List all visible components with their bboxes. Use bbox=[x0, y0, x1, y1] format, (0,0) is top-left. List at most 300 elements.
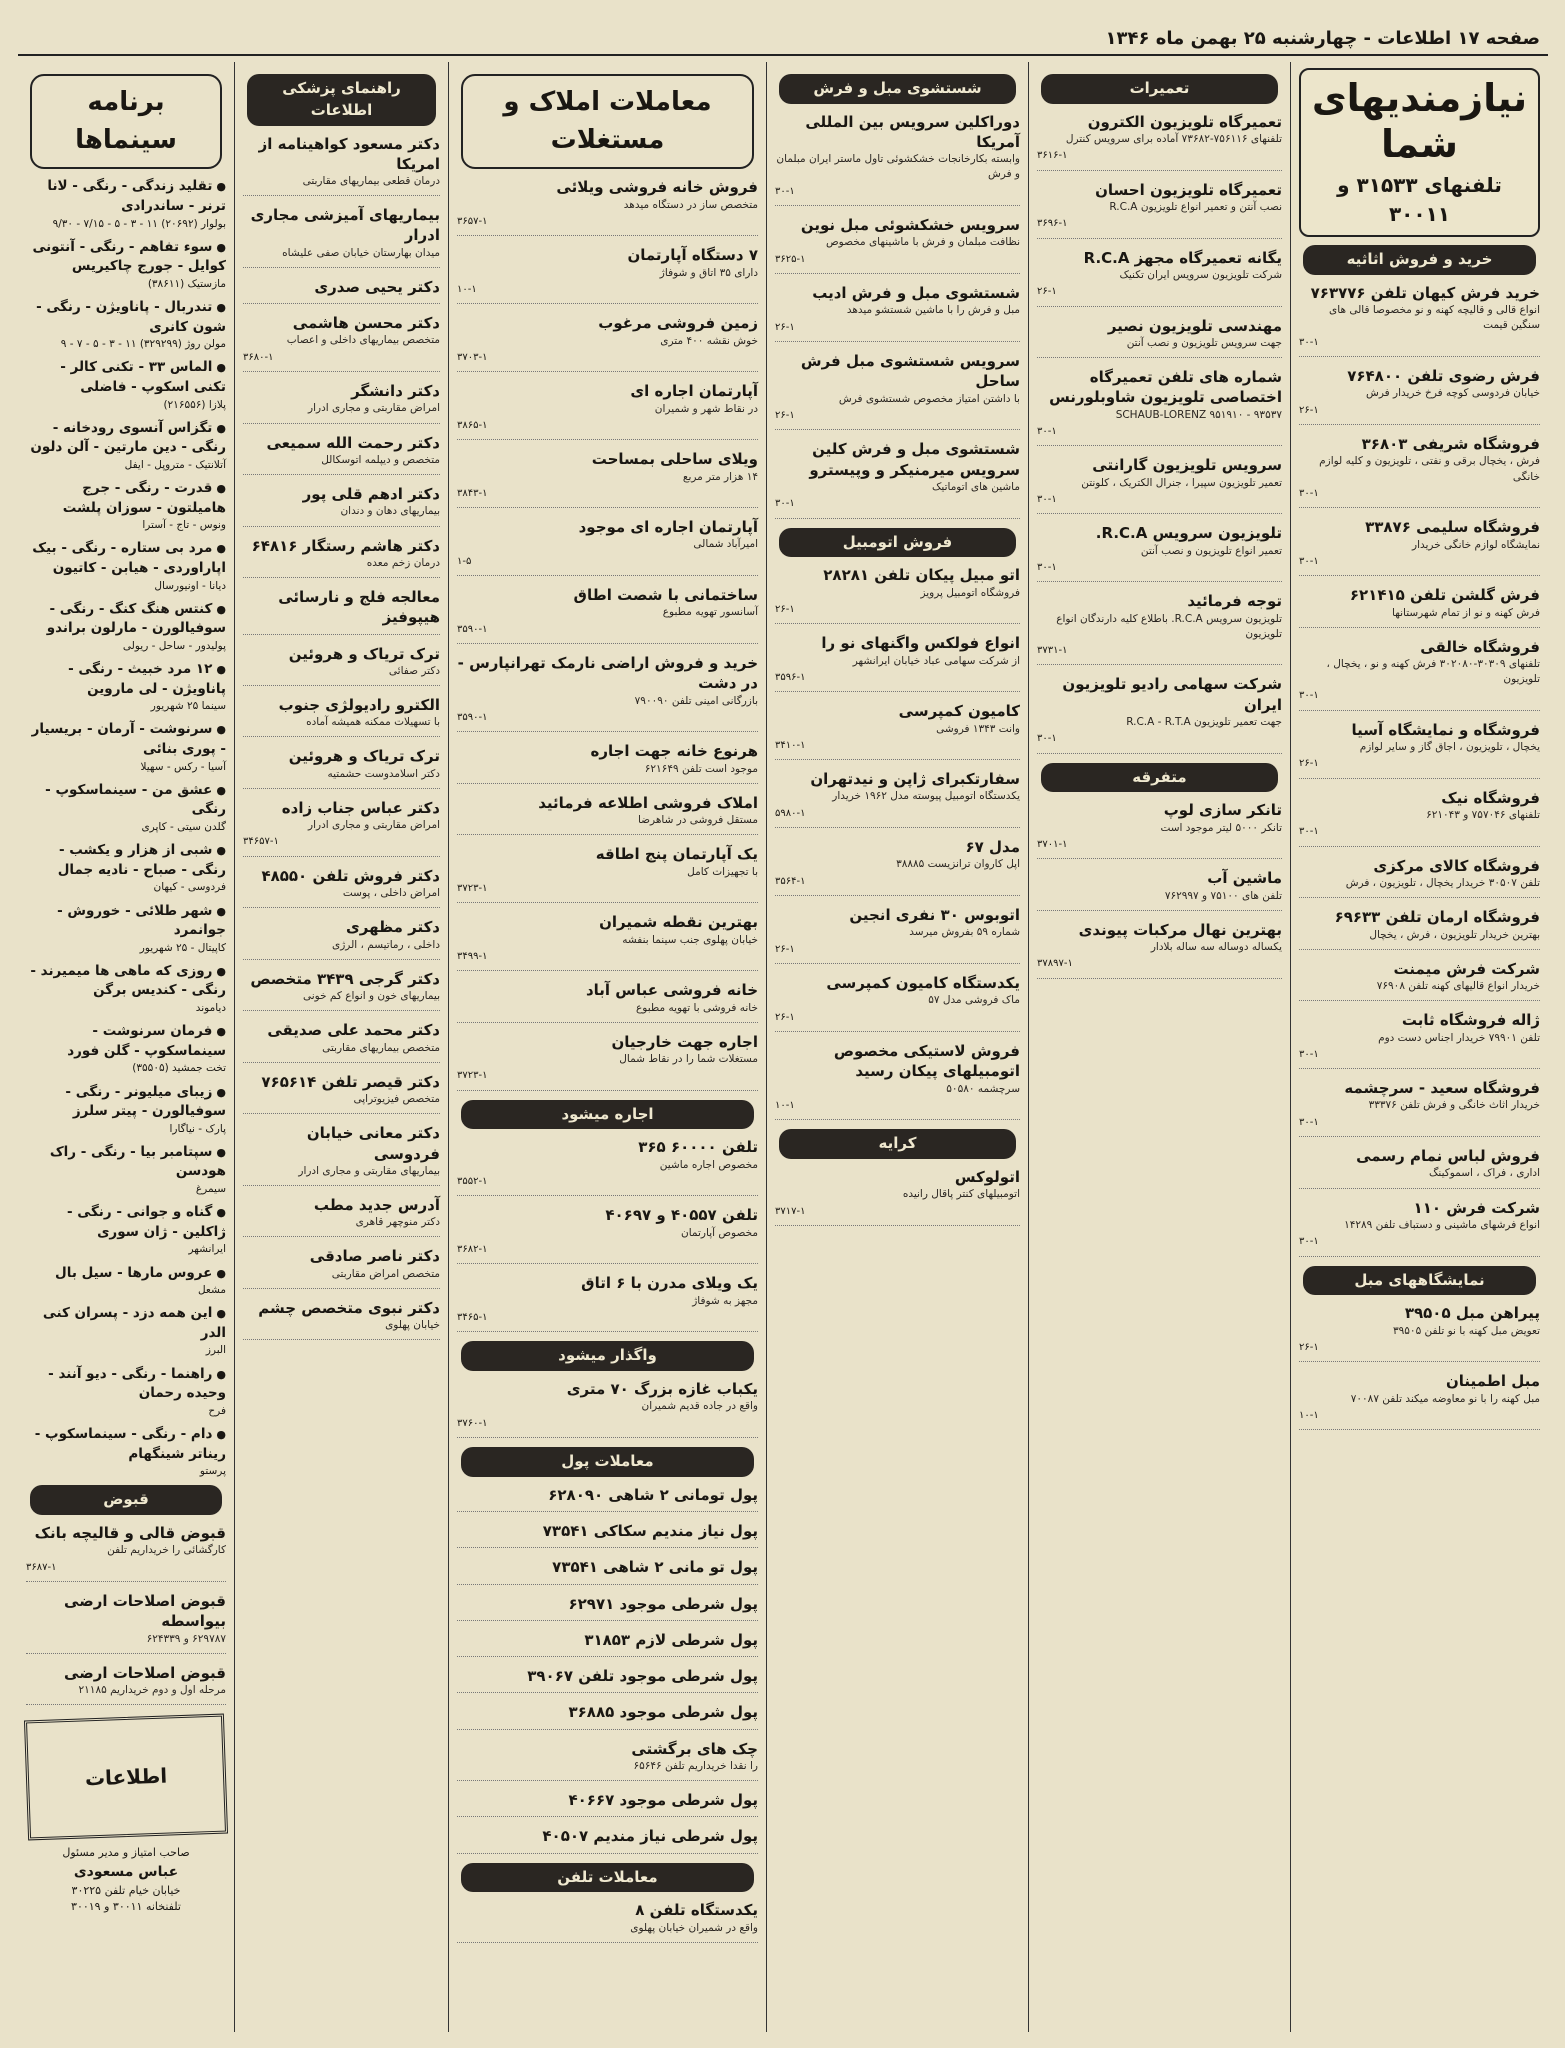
classified-ad bbox=[457, 980, 758, 1022]
section-header: معاملات پول bbox=[461, 1447, 754, 1477]
section-header: متفرقه bbox=[1041, 763, 1278, 793]
classified-ad bbox=[1299, 1010, 1540, 1069]
classified-ad bbox=[457, 1630, 758, 1657]
ad-code: ۱۰-۱ bbox=[457, 283, 477, 295]
ad-title: سفارتکبرای ژاپن و نیدتهران bbox=[810, 770, 1020, 789]
needs-banner bbox=[1299, 68, 1540, 237]
ad-body: داخلی ، رماتیسم ، الرژی bbox=[332, 938, 440, 951]
ad-body: امراض مقاربتی و مجاری ادرار bbox=[308, 819, 440, 832]
ad-title: بیماریهای آمیزشی مجاری ادرار bbox=[250, 206, 440, 245]
film-listing bbox=[26, 539, 226, 593]
ad-list bbox=[775, 1167, 1020, 1226]
ad-body: مبل و فرش را با ماشین شستشو میدهد bbox=[846, 304, 1020, 317]
classified-ad bbox=[457, 449, 758, 508]
ad-list bbox=[1299, 1303, 1540, 1430]
film-showtimes: پلازا (۲۱۶۵۵۶) bbox=[163, 398, 226, 411]
ad-title: یگانه تعمیرگاه مجهز R.C.A bbox=[1083, 248, 1282, 267]
classified-ad bbox=[457, 1826, 758, 1853]
classified-ad bbox=[1299, 434, 1540, 508]
ad-body: بهترین خریدار تلویزیون ، فرش ، یخچال bbox=[1369, 928, 1540, 941]
ad-title: املاک فروشی اطلاعه فرمائید bbox=[538, 793, 758, 812]
ad-body: SCHAUB-LORENZ ۹۵۱۹۱۰ - ۹۳۵۳۷ bbox=[1115, 408, 1282, 421]
ad-body: تلفن ۳۰۵۰۷ خریدار یخچال ، تلویزیون ، فرش bbox=[1345, 877, 1540, 890]
classified-ad bbox=[1037, 920, 1282, 979]
ad-body: کارگشائی را خریداریم تلفن bbox=[107, 1544, 226, 1557]
film-listing bbox=[26, 1304, 226, 1358]
ad-title: پیراهن مبل ۳۹۵۰۵ bbox=[1404, 1304, 1540, 1323]
film-title: ● عشق من - سینماسکوپ - رنگی bbox=[26, 781, 226, 820]
film-title: ● تندربال - پاناویژن - رنگی - شون کانری bbox=[26, 298, 226, 337]
classified-ad bbox=[457, 1485, 758, 1512]
film-listing bbox=[26, 1365, 226, 1419]
classified-ad bbox=[243, 1195, 440, 1237]
ad-title: ماشین آب bbox=[1207, 869, 1282, 888]
ad-code: ۲۶-۱ bbox=[1299, 758, 1319, 770]
ad-list bbox=[775, 565, 1020, 1120]
ad-title: پول شرطی نیاز مندیم ۴۰۵۰۷ bbox=[542, 1827, 758, 1846]
ad-title: تلفن ۶۰۰۰۰ ۳۶۵ bbox=[638, 1138, 758, 1157]
ad-list bbox=[457, 1379, 758, 1438]
ad-title: فروشگاه ارمان تلفن ۶۹۶۳۳ bbox=[1334, 908, 1540, 927]
owner-name: عباس مسعودی bbox=[73, 1863, 179, 1880]
ad-body: تانکر ۵۰۰۰ لیتر موجود است bbox=[1160, 821, 1282, 834]
ad-title: قبوض اصلاحات ارضی بیواسطه bbox=[64, 1592, 226, 1631]
classified-ad bbox=[243, 917, 440, 959]
ad-title: تلفن ۴۰۵۵۷ و ۴۰۶۹۷ bbox=[605, 1206, 758, 1225]
ad-title: سرویس شستشوی مبل فرش ساحل bbox=[800, 352, 1020, 391]
classified-ad bbox=[775, 973, 1020, 1032]
ad-body: نمایشگاه لوازم خانگی خریدار bbox=[1412, 538, 1540, 551]
film-showtimes: سیمرغ bbox=[195, 1183, 226, 1195]
classified-ad bbox=[243, 746, 440, 788]
ad-title: فروشگاه کالای مرکزی bbox=[1373, 856, 1540, 875]
classified-ad bbox=[775, 283, 1020, 342]
classified-ad bbox=[457, 1790, 758, 1817]
ad-title: فرش گلشن تلفن ۶۲۱۴۱۵ bbox=[1349, 586, 1540, 605]
ad-code: ۳۰-۱ bbox=[1299, 826, 1319, 838]
film-listing bbox=[26, 419, 226, 473]
ad-body: با تسهیلات ممکنه همیشه آماده bbox=[306, 716, 440, 729]
ad-body: یکساله دوساله سه ساله بلادار bbox=[1150, 941, 1282, 954]
classified-ad bbox=[457, 912, 758, 971]
ad-title: یکدستگاه کامیون کمپرسی bbox=[826, 974, 1020, 993]
film-showtimes: مولن روژ (۳۲۹۲۹۹) ۱۱ - ۳ - ۵ - ۷ - ۹ bbox=[60, 338, 226, 351]
film-title: ● فرمان سرنوشت - سینماسکوپ - گلن فورد bbox=[26, 1022, 226, 1061]
ad-code: ۳۷۱۷-۱ bbox=[775, 1205, 806, 1217]
ad-body: امراض مقاربتی و مجاری ادرار bbox=[308, 402, 440, 415]
section-header: تعمیرات bbox=[1041, 74, 1278, 104]
classified-ad bbox=[457, 793, 758, 835]
film-listing bbox=[26, 479, 226, 533]
classified-ad bbox=[1299, 585, 1540, 627]
classified-ad bbox=[243, 644, 440, 686]
ad-body: مخصوص اجاره ماشین bbox=[659, 1158, 758, 1171]
classified-ad bbox=[1299, 1371, 1540, 1430]
classified-ad bbox=[457, 1557, 758, 1584]
ad-title: مبل اطمینان bbox=[1445, 1372, 1540, 1391]
ad-code: ۳۵۶۴-۱ bbox=[775, 875, 806, 887]
ad-title: دکتر ناصر صادقی bbox=[309, 1247, 440, 1266]
section-header: نمایشگاههای مبل bbox=[1303, 1266, 1536, 1296]
film-listing bbox=[26, 1203, 226, 1257]
film-showtimes: فرح bbox=[208, 1404, 226, 1417]
classified-ad bbox=[775, 112, 1020, 206]
ad-title: قبوض قالی و قالیچه بانک bbox=[34, 1524, 226, 1543]
classified-ad bbox=[243, 969, 440, 1011]
classified-ad bbox=[457, 653, 758, 732]
ad-body: آسانسور تهویه مطبوع bbox=[662, 606, 758, 619]
film-title: ● عروس مارها - سیل بال bbox=[26, 1264, 226, 1284]
ad-title: دکتر ادهم قلی پور bbox=[302, 485, 440, 504]
classified-ad bbox=[775, 905, 1020, 964]
ad-code: ۳۴۹۹-۱ bbox=[457, 950, 488, 962]
classified-ad bbox=[26, 1523, 226, 1582]
ad-code: ۳۶۸۲-۱ bbox=[457, 1243, 488, 1255]
ad-body: تلویزیون سرویس R.C.A. باطلاع کلیه دارندگان انواع تلویزیون bbox=[1056, 612, 1282, 640]
ad-body: تلفنهای ۷۵۷۰۴۶ و ۶۲۱۰۴۳ bbox=[1426, 809, 1540, 822]
film-showtimes: بولوار (۲۰۶۹۲) ۱۱ - ۳ - ۵ - ۷/۱۵ - ۹/۳۰ bbox=[52, 217, 226, 230]
ad-title: دکتر محمد علی صدیقی bbox=[267, 1021, 440, 1040]
classified-ad bbox=[1037, 674, 1282, 753]
classified-ad bbox=[1299, 637, 1540, 711]
classified-ad bbox=[1299, 283, 1540, 357]
classified-ad bbox=[1299, 517, 1540, 576]
ad-body: ۱۴ هزار متر مربع bbox=[682, 470, 758, 483]
section-header: اجاره میشود bbox=[461, 1100, 754, 1130]
classified-ad bbox=[243, 313, 440, 372]
ad-body: جهت سرویس تلویزیون و نصب آنتن bbox=[1126, 336, 1282, 349]
film-listing bbox=[26, 358, 226, 412]
film-title: ● تقلید زندگی - رنگی - لانا ترنر - ساندرادی bbox=[26, 177, 226, 216]
film-showtimes: البرز bbox=[205, 1344, 226, 1357]
ad-body: واقع در شمیران خیابان پهلوی bbox=[630, 1921, 758, 1934]
ad-body: فروشگاه اتومبیل پرویز bbox=[920, 586, 1020, 599]
film-listing bbox=[26, 781, 226, 835]
ad-code: ۲۶-۱ bbox=[775, 1011, 795, 1023]
classified-ad bbox=[1299, 907, 1540, 949]
classified-ad bbox=[243, 1246, 440, 1288]
section-header-large: برنامه سینماها bbox=[30, 74, 222, 169]
ad-body: مبل کهنه را با نو معاوضه میکند تلفن ۷۰۰۸۷ bbox=[1350, 1392, 1540, 1405]
ad-title: شستشوی مبل و فرش ادیب bbox=[812, 284, 1020, 303]
ad-body: بیماریهای خون و انواع کم خونی bbox=[302, 990, 440, 1003]
classified-ad bbox=[457, 1379, 758, 1438]
ad-body: را نقدا خریداریم تلفن ۶۵۶۴۶ bbox=[633, 1759, 758, 1772]
classified-ad bbox=[1299, 959, 1540, 1001]
ad-code: ۳۰-۱ bbox=[1299, 555, 1319, 567]
classified-ad bbox=[1037, 591, 1282, 665]
ad-body: ۶۲۹۷۸۷ و ۶۲۴۳۳۹ bbox=[146, 1632, 226, 1645]
owner-address: خیابان خیام تلفن ۳۰۲۲۵ bbox=[71, 1883, 181, 1897]
ad-code: ۳۰-۱ bbox=[1299, 487, 1319, 499]
ad-list bbox=[1037, 112, 1282, 754]
classified-ad bbox=[457, 585, 758, 644]
film-showtimes: دیانا - اونیورسال bbox=[154, 579, 226, 592]
ad-code: ۳۶۵۷-۱ bbox=[457, 215, 488, 227]
classified-ad bbox=[775, 351, 1020, 430]
classified-ad bbox=[243, 587, 440, 635]
film-listing bbox=[26, 902, 226, 956]
ad-title: یک آپارتمان پنج اطاقه bbox=[595, 845, 758, 864]
ad-title: اجاره جهت خارجیان bbox=[611, 1032, 758, 1051]
film-showtimes: آتلانتیک - متروپل - ایفل bbox=[124, 458, 226, 471]
ad-code: ۲۶-۱ bbox=[1037, 286, 1057, 298]
ad-title: شماره های تلفن تعمیرگاه اختصاصی تلویزیون شاوبلورنس bbox=[1049, 368, 1282, 407]
ad-title: تعمیرگاه تلویزیون احسان bbox=[1095, 180, 1282, 199]
classified-ad bbox=[1299, 366, 1540, 425]
ad-title: سرویس تلویزیون گارانتی bbox=[1092, 456, 1282, 475]
ad-body: تعویض مبل کهنه با نو تلفن ۳۹۵۰۵ bbox=[1393, 1324, 1540, 1337]
classified-ad bbox=[243, 277, 440, 304]
classified-ad bbox=[775, 1041, 1020, 1120]
ad-title: خرید فرش کیهان تلفن ۷۶۳۷۷۶ bbox=[1310, 283, 1540, 302]
ad-body: جهت تعمیر تلویزیون R.C.A - R.T.A bbox=[1126, 715, 1282, 728]
ad-title: دوراکلین سرویس بین المللی آمریکا bbox=[805, 112, 1020, 151]
film-showtimes: سینما ۲۵ شهریور bbox=[150, 700, 226, 713]
ad-body: درمان قطعی بیماریهای مقاربتی bbox=[302, 175, 440, 187]
ad-body: تلفن ۷۹۹۰۱ خریدار اجناس دست دوم bbox=[1378, 1031, 1540, 1044]
ad-title: کامیون کمپرسی bbox=[898, 702, 1020, 721]
ad-title: فروش لاستیکی مخصوص اتومبیلهای پیکان رسید bbox=[833, 1042, 1020, 1081]
ad-title: دکتر گرجی ۳۴۳۹ متخصص bbox=[250, 969, 440, 988]
classified-ad bbox=[775, 701, 1020, 760]
ad-title: دکتر فروش تلفن ۴۸۵۵۰ bbox=[261, 866, 440, 885]
film-showtimes: ونوس - تاج - آسترا bbox=[142, 519, 226, 532]
ad-body: دکتر منوچهر قاهری bbox=[355, 1216, 440, 1229]
film-showtimes: دیاموند bbox=[195, 1001, 226, 1014]
ad-title: مهندسی تلویزیون نصیر bbox=[1107, 316, 1282, 335]
classified-ad bbox=[1037, 367, 1282, 446]
ad-body: مجهز به شوفاژ bbox=[692, 1294, 758, 1307]
film-list bbox=[26, 177, 226, 1479]
film-title: ● سوء تفاهم - رنگی - آنتونی کوایل - جورج چاکیریس bbox=[26, 238, 226, 277]
ad-title: تعمیرگاه تلویزیون الکترون bbox=[1087, 112, 1282, 131]
ad-list bbox=[26, 1523, 226, 1705]
ad-code: ۳۰-۱ bbox=[1299, 1116, 1319, 1128]
ad-code: ۳۵۹۰-۱ bbox=[457, 623, 488, 635]
ad-title: پول شرطی موجود ۶۲۹۷۱ bbox=[568, 1594, 758, 1613]
banner-title: نیازمندیهای شما bbox=[1311, 76, 1528, 166]
ad-title: دکتر دانشگر bbox=[351, 382, 440, 401]
ad-title: دکتر معانی خیابان فردوسی bbox=[306, 1124, 440, 1163]
film-title: ● دام - رنگی - سینماسکوپ - ریناتر شینگهام bbox=[26, 1425, 226, 1464]
classified-ad bbox=[457, 1739, 758, 1781]
film-title: ● سرنوشت - آرمان - بریسیار - پوری بنائی bbox=[26, 720, 226, 759]
ad-code: ۳۷۲۳-۱ bbox=[457, 882, 488, 894]
ad-code: ۲۶-۱ bbox=[775, 409, 795, 421]
ad-list bbox=[457, 177, 758, 1090]
ad-code: ۳۰-۱ bbox=[1299, 336, 1319, 348]
ad-title: فروشگاه سعید - سرچشمه bbox=[1344, 1079, 1540, 1098]
classified-ad bbox=[243, 1020, 440, 1062]
ad-code: ۳۴۶۵-۱ bbox=[457, 1311, 488, 1323]
ad-body: شماره ۵۹ بفروش میرسد bbox=[909, 926, 1020, 939]
ad-code: ۱۰-۱ bbox=[1299, 1409, 1319, 1421]
ad-list bbox=[457, 1900, 758, 1942]
ad-code: ۳۷۸۹۷-۱ bbox=[1037, 958, 1073, 970]
ad-body: با تجهیزات کامل bbox=[687, 865, 758, 878]
section-header: قبوض bbox=[30, 1485, 222, 1515]
ad-title: انواع فولکس واگنهای نو را bbox=[821, 634, 1020, 653]
column-repairs bbox=[1028, 62, 1290, 2032]
film-listing bbox=[26, 660, 226, 714]
banner-phones: تلفنهای ۳۱۵۳۳ و ۳۰۰۱۱ bbox=[1337, 173, 1502, 227]
classified-ad bbox=[243, 433, 440, 475]
ad-body: تعمیر انواع تلویزیون و نصب آنتن bbox=[1140, 544, 1282, 557]
classified-ad bbox=[457, 1205, 758, 1264]
ad-code: ۳۷۲۳-۱ bbox=[457, 1070, 488, 1082]
ad-title: پول نیاز مندیم سکاکی ۷۳۵۴۱ bbox=[542, 1522, 758, 1541]
ad-title: یک ویلای مدرن با ۶ اتاق bbox=[581, 1274, 758, 1293]
section-header: واگذار میشود bbox=[461, 1341, 754, 1371]
ad-title: الکترو رادیولژی جنوب bbox=[278, 696, 440, 714]
classified-ad bbox=[775, 1167, 1020, 1226]
ad-code: ۲۶-۱ bbox=[775, 603, 795, 615]
section-header: کرایه bbox=[779, 1129, 1016, 1159]
ad-body: فرش ، یخچال برقی و نفتی ، تلویزیون و کلیه لوازم خانگی bbox=[1319, 455, 1540, 483]
section-header: شستشوی مبل و فرش bbox=[779, 74, 1016, 104]
ad-title: فروشگاه و نمایشگاه آسیا bbox=[1351, 720, 1540, 739]
ad-code: ۳۰-۱ bbox=[1299, 1236, 1319, 1248]
ad-body: اداری ، فراک ، اسموکینگ bbox=[1429, 1167, 1540, 1180]
ad-title: پول شرطی موجود ۳۶۸۸۵ bbox=[568, 1703, 758, 1722]
ad-title: ۷ دستگاه آپارتمان bbox=[627, 246, 758, 265]
ad-body: خریدار اثاث خانگی و فرش تلفن ۳۳۳۷۶ bbox=[1368, 1099, 1540, 1112]
ad-title: ترک تریاک و هروئین bbox=[288, 644, 440, 663]
classified-ad bbox=[243, 381, 440, 423]
ad-title: ترک تریاک و هروئین bbox=[288, 747, 440, 766]
film-title: ● شبی از هزار و یکشب - رنگی - صباح - نادیه جمال bbox=[26, 841, 226, 880]
ad-body: ماشین های اتوماتیک bbox=[932, 480, 1020, 493]
ad-title: خانه فروشی عباس آباد bbox=[585, 981, 758, 1000]
classified-ad bbox=[457, 1273, 758, 1332]
ad-title: فروشگاه شریفی ۳۶۸۰۳ bbox=[1361, 435, 1540, 454]
classified-ad bbox=[1037, 455, 1282, 514]
column-cleaning-cars bbox=[766, 62, 1028, 2032]
classified-ad bbox=[243, 484, 440, 526]
ad-body: دکتر اسلامدوست حشمتیه bbox=[327, 767, 440, 780]
classified-ad bbox=[457, 517, 758, 576]
film-title: ● راهنما - رنگی - دیو آنند - وحیده رحمان bbox=[26, 1365, 226, 1404]
ad-body: انواع فرشهای ماشینی و دستباف تلفن ۱۴۲۸۹ bbox=[1344, 1218, 1540, 1231]
classified-ad bbox=[1037, 180, 1282, 239]
ad-body: دکتر صفائی bbox=[388, 664, 440, 677]
ad-title: شرکت فرش ۱۱۰ bbox=[1413, 1198, 1540, 1217]
film-title: ● کنتس هنگ کنگ - رنگی - سوفیالورن - مارلون براندو bbox=[26, 600, 226, 639]
ad-list bbox=[1037, 800, 1282, 978]
owner-title: صاحب امتیاز و مدیر مسئول bbox=[62, 1846, 190, 1860]
ad-code: ۳۸۶۵-۱ bbox=[457, 419, 488, 431]
ad-body: درمان زخم معده bbox=[366, 556, 440, 569]
ad-title: دکتر مظهری bbox=[346, 918, 440, 937]
ad-title: دکتر قیصر تلفن ۷۶۵۶۱۴ bbox=[261, 1072, 440, 1091]
ad-title: اتولوکس bbox=[954, 1168, 1020, 1187]
ad-code: ۲۶-۱ bbox=[1299, 1341, 1319, 1353]
ad-code: ۳۰-۱ bbox=[1037, 493, 1057, 505]
classified-ad bbox=[26, 1663, 226, 1705]
ad-body: متخصص و دیپلمه اتوسکالل bbox=[321, 453, 440, 466]
ad-code: ۳۷۰۳-۱ bbox=[457, 351, 488, 363]
ad-title: شرکت فرش میمنت bbox=[1393, 959, 1540, 978]
ad-body: بیماریهای مقاربتی و مجاری ادرار bbox=[298, 1164, 440, 1177]
ad-body: تلفنهای ۷۵۶۱۱۶-۷۳۶۸۲ آماده برای سرویس کنترل bbox=[1065, 133, 1282, 145]
ad-title: آدرس جدید مطب bbox=[313, 1195, 440, 1214]
classified-ad bbox=[1037, 112, 1282, 171]
ad-title: دکتر رحمت الله سمیعی bbox=[266, 433, 440, 452]
classified-ad bbox=[457, 1137, 758, 1196]
ad-title: توجه فرمائید bbox=[1187, 592, 1282, 611]
classified-ad bbox=[775, 633, 1020, 692]
ad-code: ۲۶-۱ bbox=[775, 321, 795, 333]
ad-title: دکتر هاشم رستگار ۶۴۸۱۶ bbox=[251, 536, 440, 555]
ad-code: ۳۷۰۱-۱ bbox=[1037, 838, 1068, 850]
classified-ad bbox=[457, 1521, 758, 1548]
classified-ad bbox=[1037, 800, 1282, 859]
classified-ad bbox=[775, 439, 1020, 518]
ad-code: ۳۰-۱ bbox=[775, 498, 795, 510]
ad-body: بیماریهای دهان و دندان bbox=[340, 505, 440, 518]
ad-body: خیابان پهلوی جنب سینما بنفشه bbox=[622, 933, 758, 946]
ad-code: ۳۶۸۰-۱ bbox=[243, 351, 274, 363]
ad-list bbox=[457, 1137, 758, 1332]
section-header: خرید و فروش اثاثیه bbox=[1303, 245, 1536, 275]
ad-body: یکدستگاه اتومبیل پیوسته مدل ۱۹۶۲ خریدار bbox=[832, 790, 1020, 803]
ad-code: ۱۰-۱ bbox=[775, 1099, 795, 1111]
ad-title: دکتر محسن هاشمی bbox=[292, 314, 440, 333]
ad-body: از شرکت سهامی عباد خیابان ایرانشهر bbox=[852, 654, 1020, 667]
film-showtimes: پارک - نیاگارا bbox=[169, 1122, 226, 1135]
ad-body: متخصص بیماریهای داخلی و اعصاب bbox=[286, 334, 440, 347]
film-title: ● ۱۲ مرد خبیث - رنگی - پاناویژن - لی ماروین bbox=[26, 660, 226, 699]
ad-body: وابسته بکارخانجات خشکشوئی تاول ماستر ایران مبلمان و فرش bbox=[776, 153, 1020, 181]
ad-body: خوش نقشه ۴۰۰ متری bbox=[660, 334, 758, 347]
classified-ad bbox=[775, 837, 1020, 896]
film-title: ● سپتامبر بیا - رنگی - راک هودسن bbox=[26, 1143, 226, 1182]
ad-body: میدان بهارستان خیابان صفی علیشاه bbox=[282, 246, 440, 259]
masthead-text: صفحه ۱۷ اطلاعات - چهارشنبه ۲۵ بهمن ماه ۱۳۴۶ bbox=[1105, 27, 1540, 49]
ad-body: امراض داخلی ، پوست bbox=[342, 887, 440, 900]
film-title: ● گناه و جوانی - رنگی - ژاکلین - ژان سوری bbox=[26, 1203, 226, 1242]
classified-ad bbox=[1037, 248, 1282, 307]
column-real-estate bbox=[448, 62, 766, 2032]
classified-ad bbox=[1299, 788, 1540, 847]
ad-title: آپارتمان اجاره ای bbox=[630, 382, 758, 401]
classified-ad bbox=[1299, 720, 1540, 779]
classified-ad bbox=[243, 798, 440, 857]
ad-title: دکتر یحیی صدری bbox=[314, 277, 440, 296]
ad-body: مخصوص آپارتمان bbox=[681, 1226, 758, 1239]
ad-title: یکدستگاه تلفن ۸ bbox=[635, 1901, 758, 1920]
ad-title: ساختمانی با شصت اطاق bbox=[573, 586, 758, 605]
ad-title: دکتر نبوی متخصص چشم bbox=[258, 1298, 440, 1317]
film-title: ● قدرت - رنگی - جرج هامیلتون - سوزان پلشت bbox=[26, 479, 226, 518]
film-showtimes: ایرانشهر bbox=[188, 1243, 226, 1256]
ad-title: ویلای ساحلی بمساحت bbox=[591, 450, 758, 469]
ad-title: فروش خانه فروشی ویلائی bbox=[556, 178, 758, 197]
ad-code: ۳۶۸۷-۱ bbox=[26, 1561, 57, 1573]
film-showtimes: آسیا - رکس - سهیلا bbox=[140, 760, 226, 773]
ad-title: اتو مبیل پیکان تلفن ۲۸۲۸۱ bbox=[823, 566, 1020, 585]
ad-code: ۱-۵ bbox=[457, 555, 472, 567]
section-header: راهنمای پزشکی اطلاعات bbox=[247, 74, 436, 126]
ad-code: ۳۶۹۶-۱ bbox=[1037, 218, 1068, 230]
ad-body: فرش کهنه و نو از تمام شهرستانها bbox=[1392, 606, 1540, 619]
ad-body: در نقاط شهر و شمیران bbox=[654, 402, 758, 415]
classified-ad bbox=[1299, 1303, 1540, 1362]
ad-body: مرحله اول و دوم خریداریم ۲۱۱۸۵ bbox=[78, 1684, 226, 1697]
film-listing bbox=[26, 1022, 226, 1076]
film-listing bbox=[26, 1143, 226, 1197]
